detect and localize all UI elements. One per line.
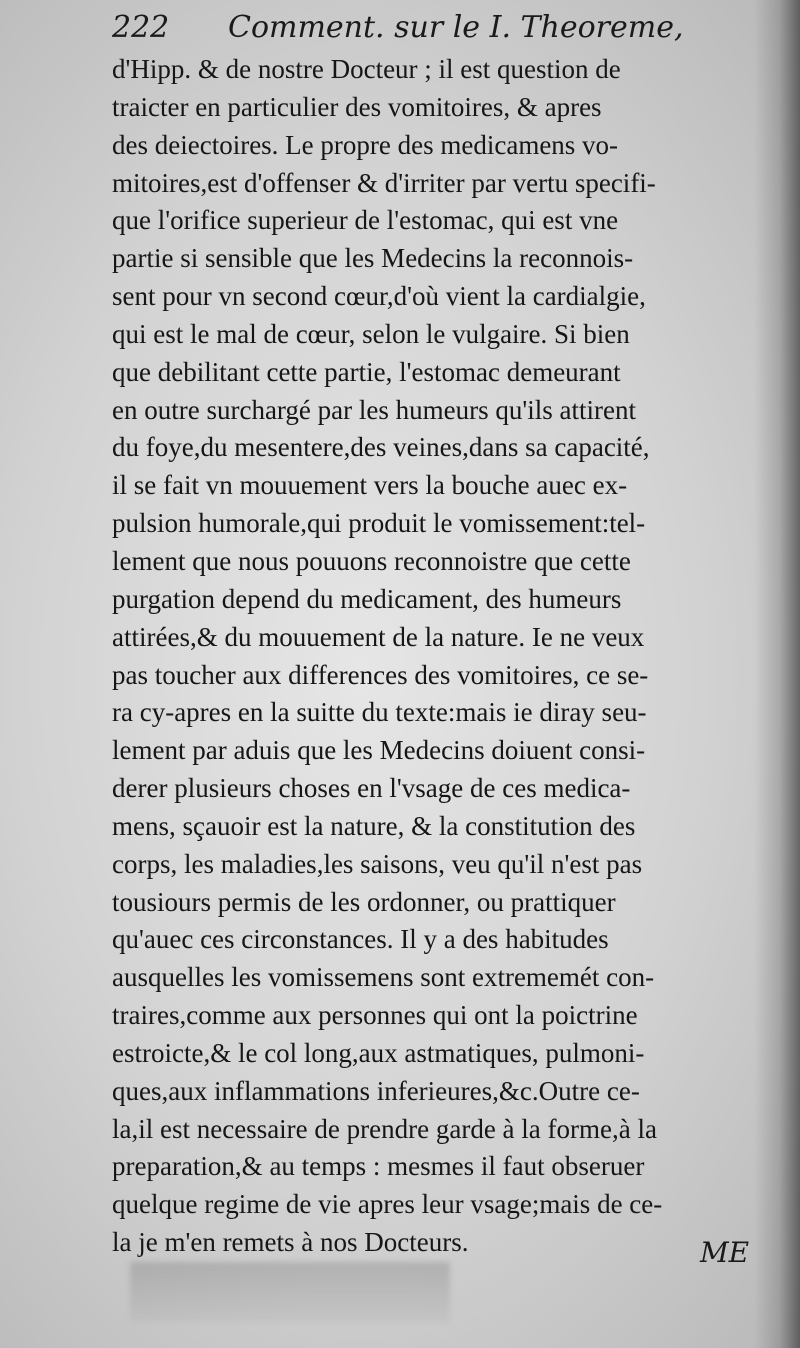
text-line: sent pour vn second cœur,d'où vient la cardialgie, bbox=[112, 281, 646, 312]
text-line: mens, sçauoir est la nature, & la constitution des bbox=[112, 810, 636, 841]
text-line: pulsion humorale,qui produit le vomissement:tel- bbox=[112, 508, 646, 539]
text-line: que l'orifice superieur de l'estomac, qui est vne bbox=[112, 205, 619, 236]
text-line: attirées,& du mouuement de la nature. Ie ne veux bbox=[112, 621, 645, 652]
text-line: en outre surchargé par les humeurs qu'ils attirent bbox=[112, 394, 636, 425]
text-line: mitoires,est d'offenser & d'irriter par vertu specifi- bbox=[112, 167, 656, 198]
text-line: corps, les maladies,les saisons, veu qu'il n'est pas bbox=[112, 848, 643, 879]
ink-bleed-through bbox=[130, 1262, 450, 1322]
text-line: derer plusieurs choses en l'vsage de ces medica- bbox=[112, 773, 631, 804]
text-line: la,il est necessaire de prendre garde à la forme,à la bbox=[112, 1113, 657, 1144]
text-line: traicter en particulier des vomitoires, & apres bbox=[112, 91, 602, 122]
catchword: ME bbox=[700, 1236, 750, 1269]
text-line: quelque regime de vie apres leur vsage;mais de ce- bbox=[112, 1189, 663, 1220]
text-line: lement que nous pouuons reconnoistre que cette bbox=[112, 545, 631, 576]
text-line: tousiours permis de les ordonner, ou prattiquer bbox=[112, 886, 616, 917]
text-line: purgation depend du medicament, des humeurs bbox=[112, 583, 622, 614]
text-line: partie si sensible que les Medecins la reconnois- bbox=[112, 243, 634, 274]
page-header bbox=[112, 10, 712, 50]
text-line: ausquelles les vomissemens sont extrememét con- bbox=[112, 962, 655, 993]
text-line: lement par aduis que les Medecins doiuent consi- bbox=[112, 735, 646, 766]
text-line: traires,comme aux personnes qui ont la poictrine bbox=[112, 1000, 638, 1031]
text-line: preparation,& au temps : mesmes il faut obseruer bbox=[112, 1151, 645, 1182]
text-line: d'Hipp. & de nostre Docteur ; il est question de bbox=[112, 54, 621, 84]
text-line: pas toucher aux differences des vomitoires, ce se- bbox=[112, 659, 649, 690]
body-text bbox=[112, 51, 762, 1262]
text-line: qui est le mal de cœur, selon le vulgaire. Si bien bbox=[112, 318, 630, 349]
text-line: ques,aux inflammations inferieures,&c.Outre ce- bbox=[112, 1075, 640, 1106]
text-line: que debilitant cette partie, l'estomac demeurant bbox=[112, 356, 621, 387]
text-line: il se fait vn mouuement vers la bouche auec ex- bbox=[112, 470, 628, 501]
page-number: 222 bbox=[112, 10, 170, 45]
text-line: ra cy-apres en la suitte du texte:mais ie diray seu- bbox=[112, 697, 647, 728]
text-line: des deiectoires. Le propre des medicamens vo- bbox=[112, 129, 619, 160]
text-line: du foye,du mesentere,des veines,dans sa capacité, bbox=[112, 432, 650, 463]
text-line: qu'auec ces circonstances. Il y a des habitudes bbox=[112, 924, 609, 955]
text-line: estroicte,& le col long,aux astmatiques, pulmoni- bbox=[112, 1037, 645, 1068]
text-line: la je m'en remets à nos Docteurs. bbox=[112, 1227, 469, 1258]
running-head: Comment. sur le I. Theoreme, bbox=[228, 10, 684, 45]
